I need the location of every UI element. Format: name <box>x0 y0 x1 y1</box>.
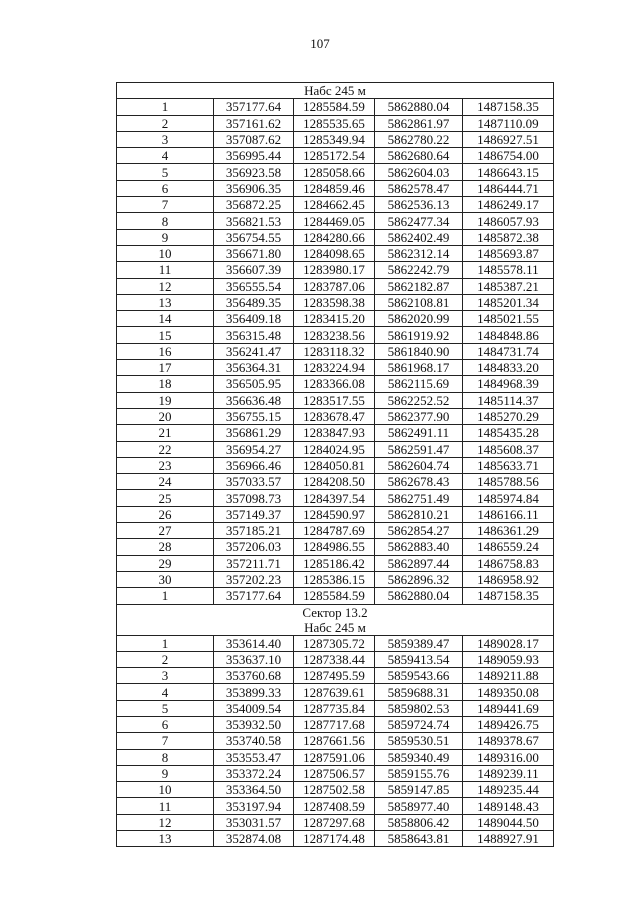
coordinate-cell: 1489239.11 <box>463 765 554 781</box>
point-number-cell: 2 <box>117 651 214 667</box>
coordinate-cell: 5862182.87 <box>375 278 463 294</box>
point-number-cell: 14 <box>117 311 214 327</box>
coordinate-cell: 5862896.32 <box>375 571 463 587</box>
point-number-cell: 10 <box>117 782 214 798</box>
coordinate-cell: 5862020.99 <box>375 311 463 327</box>
coordinate-cell: 5859147.85 <box>375 782 463 798</box>
point-number-cell: 5 <box>117 700 214 716</box>
point-number-cell: 27 <box>117 523 214 539</box>
coordinate-cell: 5858977.40 <box>375 798 463 814</box>
coordinate-cell: 1283118.32 <box>294 343 375 359</box>
table-row <box>117 668 554 684</box>
coordinate-cell: 5859530.51 <box>375 733 463 749</box>
coordinate-cell: 1284662.45 <box>294 197 375 213</box>
coordinate-cell: 5859543.66 <box>375 668 463 684</box>
coordinate-cell: 5862377.90 <box>375 408 463 424</box>
point-number-cell: 11 <box>117 798 214 814</box>
coordinate-cell: 356966.46 <box>214 457 294 473</box>
table-row <box>117 164 554 180</box>
coordinate-cell: 1287297.68 <box>294 814 375 830</box>
coordinate-cell: 356954.27 <box>214 441 294 457</box>
coordinate-cell: 5862115.69 <box>375 376 463 392</box>
table-row <box>117 474 554 490</box>
coordinate-cell: 5862604.03 <box>375 164 463 180</box>
coordinate-cell: 356607.39 <box>214 262 294 278</box>
coordinate-cell: 1485201.34 <box>463 294 554 310</box>
coordinate-cell: 356995.44 <box>214 148 294 164</box>
point-number-cell: 20 <box>117 408 214 424</box>
coordinate-cell: 1485633.71 <box>463 457 554 473</box>
table-row <box>117 571 554 587</box>
coordinate-cell: 1489441.69 <box>463 700 554 716</box>
point-number-cell: 8 <box>117 749 214 765</box>
coordinate-cell: 353760.68 <box>214 668 294 684</box>
coordinate-cell: 1287639.61 <box>294 684 375 700</box>
coordinate-cell: 353637.10 <box>214 651 294 667</box>
coordinate-cell: 5862477.34 <box>375 213 463 229</box>
coordinate-cell: 1489211.88 <box>463 668 554 684</box>
coordinate-cell: 1283787.06 <box>294 278 375 294</box>
coordinate-cell: 5862591.47 <box>375 441 463 457</box>
point-number-cell: 1 <box>117 588 214 604</box>
coordinate-cell: 5859724.74 <box>375 716 463 732</box>
table-row <box>117 213 554 229</box>
coordinate-cell: 5861968.17 <box>375 360 463 376</box>
coordinate-cell: 1287174.48 <box>294 831 375 847</box>
coordinate-cell: 1485872.38 <box>463 229 554 245</box>
coordinate-cell: 1486643.15 <box>463 164 554 180</box>
coordinate-cell: 1486444.71 <box>463 180 554 196</box>
coordinate-cell: 1489350.08 <box>463 684 554 700</box>
point-number-cell: 12 <box>117 278 214 294</box>
coordinate-cell: 1487110.09 <box>463 115 554 131</box>
coordinate-cell: 1283678.47 <box>294 408 375 424</box>
coordinate-cell: 1485114.37 <box>463 392 554 408</box>
coordinate-cell: 1283238.56 <box>294 327 375 343</box>
coordinate-cell: 1284590.97 <box>294 506 375 522</box>
coordinate-cell: 1486057.93 <box>463 213 554 229</box>
table-row <box>117 245 554 261</box>
section-header-row <box>117 83 554 99</box>
coordinate-cell: 356872.25 <box>214 197 294 213</box>
coordinate-cell: 353740.58 <box>214 733 294 749</box>
coordinate-cell: 1285584.59 <box>294 99 375 115</box>
table-row <box>117 831 554 847</box>
coordinate-cell: 5862751.49 <box>375 490 463 506</box>
coordinate-cell: 356315.48 <box>214 327 294 343</box>
coordinate-cell: 357206.03 <box>214 539 294 555</box>
coordinate-cell: 5859155.76 <box>375 765 463 781</box>
point-number-cell: 6 <box>117 180 214 196</box>
table-row <box>117 555 554 571</box>
coordinate-cell: 356241.47 <box>214 343 294 359</box>
coordinate-cell: 5859389.47 <box>375 635 463 651</box>
coordinate-cell: 356754.55 <box>214 229 294 245</box>
point-number-cell: 15 <box>117 327 214 343</box>
coordinate-cell: 1287408.59 <box>294 798 375 814</box>
coordinate-cell: 1285186.42 <box>294 555 375 571</box>
coordinate-cell: 357033.57 <box>214 474 294 490</box>
table-row <box>117 700 554 716</box>
table-row <box>117 278 554 294</box>
coordinate-cell: 1287495.59 <box>294 668 375 684</box>
coordinate-cell: 1287717.68 <box>294 716 375 732</box>
table-row <box>117 749 554 765</box>
point-number-cell: 26 <box>117 506 214 522</box>
table-row <box>117 327 554 343</box>
point-number-cell: 3 <box>117 668 214 684</box>
coordinate-cell: 1284469.05 <box>294 213 375 229</box>
coordinate-cell: 1489235.44 <box>463 782 554 798</box>
coordinate-cell: 356906.35 <box>214 180 294 196</box>
table-row <box>117 539 554 555</box>
coordinate-cell: 5862861.97 <box>375 115 463 131</box>
table-row <box>117 782 554 798</box>
coordinate-cell: 356364.31 <box>214 360 294 376</box>
coordinate-cell: 5862108.81 <box>375 294 463 310</box>
table-row <box>117 506 554 522</box>
coordinate-cell: 353553.47 <box>214 749 294 765</box>
coordinate-cell: 5861840.90 <box>375 343 463 359</box>
coordinate-cell: 1283847.93 <box>294 425 375 441</box>
coordinate-cell: 1486754.00 <box>463 148 554 164</box>
coordinate-cell: 357098.73 <box>214 490 294 506</box>
coordinate-cell: 353364.50 <box>214 782 294 798</box>
coordinate-cell: 1283224.94 <box>294 360 375 376</box>
coordinate-cell: 1283366.08 <box>294 376 375 392</box>
coordinate-cell: 1484968.39 <box>463 376 554 392</box>
section-header-line: Набс 245 м <box>304 83 366 99</box>
point-number-cell: 13 <box>117 294 214 310</box>
coordinate-cell: 5862491.11 <box>375 425 463 441</box>
coordinate-cell: 1489044.50 <box>463 814 554 830</box>
table-row <box>117 180 554 196</box>
coordinate-cell: 5862312.14 <box>375 245 463 261</box>
coordinate-cell: 1283517.55 <box>294 392 375 408</box>
coordinate-cell: 5862880.04 <box>375 588 463 604</box>
coordinate-cell: 5858806.42 <box>375 814 463 830</box>
coordinate-cell: 1486249.17 <box>463 197 554 213</box>
coordinate-cell: 1486758.83 <box>463 555 554 571</box>
coordinate-cell: 1489148.43 <box>463 798 554 814</box>
coordinate-cell: 1287591.06 <box>294 749 375 765</box>
coordinate-cell: 5862854.27 <box>375 523 463 539</box>
coordinate-cell: 1489426.75 <box>463 716 554 732</box>
coordinate-cell: 1486958.92 <box>463 571 554 587</box>
point-number-cell: 29 <box>117 555 214 571</box>
coordinate-cell: 356409.18 <box>214 311 294 327</box>
coordinate-cell: 357161.62 <box>214 115 294 131</box>
coordinate-cell: 1485788.56 <box>463 474 554 490</box>
coordinate-cell: 1287502.58 <box>294 782 375 798</box>
coordinate-cell: 356489.35 <box>214 294 294 310</box>
coordinate-cell: 1486559.24 <box>463 539 554 555</box>
coordinate-cell: 1486927.51 <box>463 131 554 147</box>
point-number-cell: 12 <box>117 814 214 830</box>
coordinate-cell: 1485021.55 <box>463 311 554 327</box>
coordinate-cell: 1487158.35 <box>463 99 554 115</box>
coordinate-cell: 5862780.22 <box>375 131 463 147</box>
table-row <box>117 262 554 278</box>
coordinate-cell: 1484848.86 <box>463 327 554 343</box>
table-row <box>117 716 554 732</box>
coordinate-cell: 5862883.40 <box>375 539 463 555</box>
point-number-cell: 4 <box>117 148 214 164</box>
point-number-cell: 30 <box>117 571 214 587</box>
coordinate-cell: 5862252.52 <box>375 392 463 408</box>
coordinate-cell: 1484833.20 <box>463 360 554 376</box>
coordinate-cell: 1485270.29 <box>463 408 554 424</box>
table-row <box>117 425 554 441</box>
coordinate-cell: 356861.29 <box>214 425 294 441</box>
coordinate-cell: 353899.33 <box>214 684 294 700</box>
table-row <box>117 392 554 408</box>
page-number: 107 <box>310 36 330 51</box>
table-row <box>117 651 554 667</box>
coordinate-cell: 1285058.66 <box>294 164 375 180</box>
coordinate-cell: 1285535.65 <box>294 115 375 131</box>
point-number-cell: 6 <box>117 716 214 732</box>
coordinate-cell: 1287506.57 <box>294 765 375 781</box>
coordinate-cell: 1485435.28 <box>463 425 554 441</box>
section-header-cell <box>117 604 554 635</box>
coordinate-cell: 1284397.54 <box>294 490 375 506</box>
coordinate-cell: 1489316.00 <box>463 749 554 765</box>
point-number-cell: 28 <box>117 539 214 555</box>
point-number-cell: 3 <box>117 131 214 147</box>
coordinate-cell: 357177.64 <box>214 588 294 604</box>
coordinate-cell: 5859802.53 <box>375 700 463 716</box>
coordinate-cell: 1284050.81 <box>294 457 375 473</box>
coordinate-cell: 1487158.35 <box>463 588 554 604</box>
coordinate-cell: 1489378.67 <box>463 733 554 749</box>
coordinate-cell: 356755.15 <box>214 408 294 424</box>
table-row <box>117 294 554 310</box>
section-header-row <box>117 604 554 635</box>
coordinate-cell: 5862536.13 <box>375 197 463 213</box>
coordinate-cell: 1283415.20 <box>294 311 375 327</box>
table-row <box>117 684 554 700</box>
coordinate-cell: 1489028.17 <box>463 635 554 651</box>
coordinate-cell: 5862680.64 <box>375 148 463 164</box>
table-row <box>117 635 554 651</box>
point-number-cell: 22 <box>117 441 214 457</box>
table-row <box>117 765 554 781</box>
coordinate-cell: 1285584.59 <box>294 588 375 604</box>
coordinate-cell: 1484731.74 <box>463 343 554 359</box>
point-number-cell: 18 <box>117 376 214 392</box>
table-row <box>117 408 554 424</box>
table-row <box>117 523 554 539</box>
point-number-cell: 9 <box>117 765 214 781</box>
table-row <box>117 441 554 457</box>
point-number-cell: 1 <box>117 635 214 651</box>
point-number-cell: 8 <box>117 213 214 229</box>
coordinate-cell: 357177.64 <box>214 99 294 115</box>
coordinate-cell: 5861919.92 <box>375 327 463 343</box>
coordinate-cell: 5859413.54 <box>375 651 463 667</box>
coordinate-cell: 1283598.38 <box>294 294 375 310</box>
point-number-cell: 23 <box>117 457 214 473</box>
point-number-cell: 5 <box>117 164 214 180</box>
coordinate-cell: 1488927.91 <box>463 831 554 847</box>
table-row <box>117 99 554 115</box>
table-row <box>117 588 554 604</box>
coordinate-cell: 5862810.21 <box>375 506 463 522</box>
coordinate-cell: 1284208.50 <box>294 474 375 490</box>
coordinates-table <box>116 82 554 847</box>
coordinate-cell: 1485578.11 <box>463 262 554 278</box>
coordinate-cell: 5862880.04 <box>375 99 463 115</box>
coordinate-cell: 1287661.56 <box>294 733 375 749</box>
section-header-cell <box>117 83 554 99</box>
coordinate-cell: 357185.21 <box>214 523 294 539</box>
coordinate-cell: 357202.23 <box>214 571 294 587</box>
coordinate-cell: 1284859.46 <box>294 180 375 196</box>
coordinate-cell: 357149.37 <box>214 506 294 522</box>
coordinate-cell: 353372.24 <box>214 765 294 781</box>
coordinates-table-body <box>117 83 554 847</box>
coordinate-cell: 353031.57 <box>214 814 294 830</box>
coordinate-cell: 352874.08 <box>214 831 294 847</box>
coordinate-cell: 1287338.44 <box>294 651 375 667</box>
coordinate-cell: 1285172.54 <box>294 148 375 164</box>
table-row <box>117 457 554 473</box>
table-row <box>117 148 554 164</box>
coordinate-cell: 1486361.29 <box>463 523 554 539</box>
coordinate-cell: 1485693.87 <box>463 245 554 261</box>
coordinate-cell: 1489059.93 <box>463 651 554 667</box>
point-number-cell: 10 <box>117 245 214 261</box>
coordinate-cell: 356505.95 <box>214 376 294 392</box>
coordinate-cell: 356636.48 <box>214 392 294 408</box>
table-row <box>117 311 554 327</box>
coordinate-cell: 357211.71 <box>214 555 294 571</box>
coordinate-cell: 5862242.79 <box>375 262 463 278</box>
coordinate-cell: 1284024.95 <box>294 441 375 457</box>
coordinate-cell: 1485608.37 <box>463 441 554 457</box>
coordinate-cell: 356923.58 <box>214 164 294 180</box>
point-number-cell: 16 <box>117 343 214 359</box>
point-number-cell: 2 <box>117 115 214 131</box>
coordinate-cell: 1486166.11 <box>463 506 554 522</box>
coordinate-cell: 5862402.49 <box>375 229 463 245</box>
point-number-cell: 17 <box>117 360 214 376</box>
point-number-cell: 1 <box>117 99 214 115</box>
table-row <box>117 229 554 245</box>
coordinate-cell: 5862578.47 <box>375 180 463 196</box>
table-row <box>117 360 554 376</box>
table-row <box>117 490 554 506</box>
coordinate-cell: 1485974.84 <box>463 490 554 506</box>
coordinate-cell: 1284787.69 <box>294 523 375 539</box>
coordinate-cell: 5862678.43 <box>375 474 463 490</box>
coordinate-cell: 1287305.72 <box>294 635 375 651</box>
point-number-cell: 25 <box>117 490 214 506</box>
coordinate-cell: 356555.54 <box>214 278 294 294</box>
coordinate-cell: 1284098.65 <box>294 245 375 261</box>
point-number-cell: 19 <box>117 392 214 408</box>
coordinate-cell: 1485387.21 <box>463 278 554 294</box>
coordinate-cell: 1287735.84 <box>294 700 375 716</box>
table-row <box>117 733 554 749</box>
coordinate-cell: 354009.54 <box>214 700 294 716</box>
coordinate-cell: 1285386.15 <box>294 571 375 587</box>
point-number-cell: 7 <box>117 197 214 213</box>
table-row <box>117 197 554 213</box>
coordinate-cell: 5862897.44 <box>375 555 463 571</box>
coordinate-cell: 353932.50 <box>214 716 294 732</box>
point-number-cell: 21 <box>117 425 214 441</box>
table-row <box>117 131 554 147</box>
coordinate-cell: 356671.80 <box>214 245 294 261</box>
table-row <box>117 798 554 814</box>
coordinate-cell: 1283980.17 <box>294 262 375 278</box>
section-header-line: Сектор 13.2 <box>302 604 368 620</box>
coordinate-cell: 356821.53 <box>214 213 294 229</box>
coordinate-cell: 1285349.94 <box>294 131 375 147</box>
coordinate-cell: 353614.40 <box>214 635 294 651</box>
table-row <box>117 343 554 359</box>
coordinate-cell: 353197.94 <box>214 798 294 814</box>
coordinate-cell: 5862604.74 <box>375 457 463 473</box>
table-row <box>117 376 554 392</box>
point-number-cell: 11 <box>117 262 214 278</box>
point-number-cell: 13 <box>117 831 214 847</box>
coordinate-cell: 5859340.49 <box>375 749 463 765</box>
point-number-cell: 7 <box>117 733 214 749</box>
point-number-cell: 4 <box>117 684 214 700</box>
coordinate-cell: 357087.62 <box>214 131 294 147</box>
table-row <box>117 814 554 830</box>
table-row <box>117 115 554 131</box>
coordinate-cell: 1284280.66 <box>294 229 375 245</box>
coordinate-cell: 5859688.31 <box>375 684 463 700</box>
point-number-cell: 9 <box>117 229 214 245</box>
coordinate-cell: 1284986.55 <box>294 539 375 555</box>
point-number-cell: 24 <box>117 474 214 490</box>
coordinate-cell: 5858643.81 <box>375 831 463 847</box>
section-header-line: Набс 245 м <box>304 619 366 635</box>
